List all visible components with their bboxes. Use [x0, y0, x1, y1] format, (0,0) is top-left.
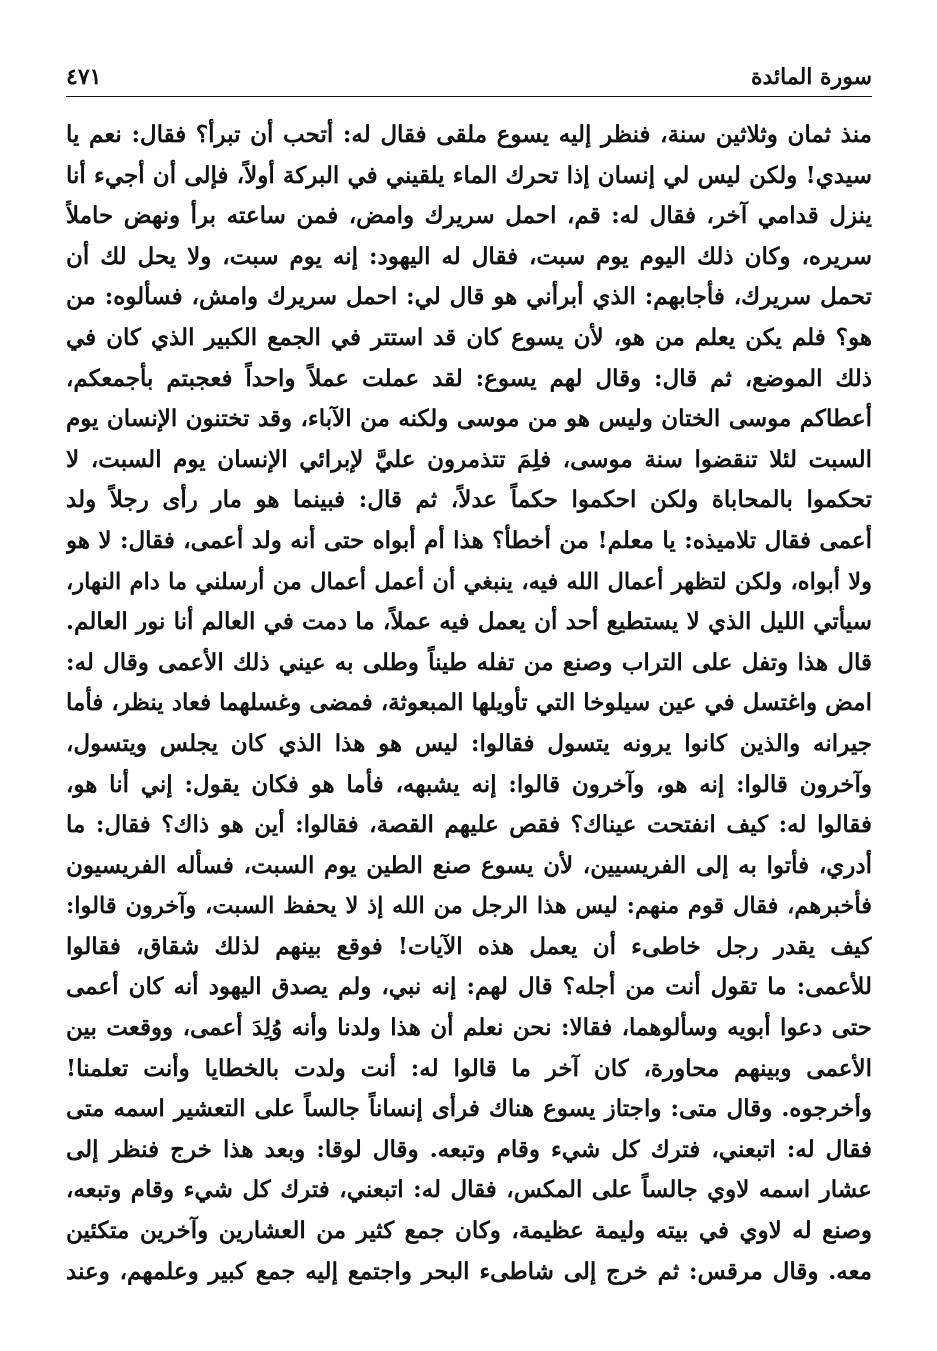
text-line: أعطاكم موسى الختان وليس هو من موسى ولكنه من الآباء، وقد تختنون الإنسان يوم	[66, 405, 872, 433]
chapter-title: سورة المائدة	[750, 64, 872, 90]
page-number: ٤٧١	[66, 64, 102, 90]
text-line: تحمل سريرك، فأجابهم: الذي أبرأني هو قال لي: احمل سريرك وامش، فسألوه: من	[66, 283, 872, 311]
text-line: عشار اسمه لاوي جالساً على المكس، فقال له: اتبعني، فترك كل شيء وقام وتبعه،	[66, 1176, 872, 1204]
text-line: تحكموا بالمحاباة ولكن احكموا حكماً عدلاً، ثم قال: فبينما هو مار رأى رجلاً ولد	[66, 486, 872, 514]
text-line: السبت لئلا تنقضوا سنة موسى، فلِمَ تتذمرون عليَّ لإبرائي الإنسان يوم السبت، لا	[66, 445, 872, 473]
text-line: سيأتي الليل الذي لا يستطيع أحد أن يعمل فيه عملاً، ما دمت في العالم أنا نور العالم.	[66, 608, 872, 636]
header-rule	[66, 96, 872, 97]
text-line: وآخرون قالوا: إنه هو، وآخرون قالوا: إنه يشبهه، فأما هو فكان يقول: إني أنا هو،	[66, 770, 872, 798]
text-line: فقال له: اتبعني، فترك كل شيء وقام وتبعه. وقال لوقا: وبعد هذا خرج فنظر إلى	[66, 1135, 872, 1163]
text-line: قال هذا وتفل على التراب وصنع من تفله طيناً وطلى به عيني ذلك الأعمى وقال له:	[66, 648, 872, 676]
text-line: ينزل قدامي آخر، فقال له: قم، احمل سريرك وامض، فمن ساعته برأ ونهض حاملاً	[66, 202, 872, 230]
text-line: امض واغتسل في عين سيلوخا التي تأويلها المبعوثة، فمضى وغسلهما فعاد ينظر، فأما	[66, 689, 872, 717]
text-line: للأعمى: ما تقول أنت من أجله؟ قال لهم: إنه نبي، ولم يصدق اليهود أنه كان أعمى	[66, 973, 872, 1001]
text-line: معه. وقال مرقس: ثم خرج إلى شاطىء البحر واجتمع إليه جمع كبير وعلمهم، وعند	[66, 1257, 872, 1285]
body-text	[66, 115, 872, 1292]
text-line: فأخبرهم، فقال قوم منهم: ليس هذا الرجل من الله إذ لا يحفظ السبت، وآخرون قالوا:	[66, 893, 872, 920]
text-line: الأعمى وبينهم محاورة، كان آخر ما قالوا له: أنت ولدت بالخطايا وأنت تعلمنا!	[66, 1054, 872, 1082]
text-line: ذلك الموضع، ثم قال: وقال لهم يسوع: لقد عملت عملاً واحداً فعجبتم بأجمعكم،	[66, 364, 872, 392]
text-line: جيرانه والذين كانوا يرونه يتسول فقالوا: ليس هو هذا الذي كان يجلس ويتسول،	[66, 729, 872, 757]
text-line: وأخرجوه. وقال متى: واجتاز يسوع هناك فرأى إنساناً جالساً على التعشير اسمه متى	[66, 1095, 872, 1123]
text-line: وصنع له لاوي في بيته وليمة عظيمة، وكان جمع كثير من العشارين وآخرين متكئين	[66, 1217, 872, 1245]
text-line: سيدي! ولكن ليس لي إنسان إذا تحرك الماء يلقيني في البركة أولاً، فإلى أن أجيء أنا	[66, 161, 872, 189]
text-line: هو؟ فلم يكن يعلم من هو، لأن يسوع كان قد استتر في الجمع الكبير الذي كان في	[66, 323, 872, 351]
running-header	[66, 62, 872, 92]
text-line: أعمى فقال تلاميذه: يا معلم! من أخطأ؟ هذا أم أبواه حتى أنه ولد أعمى، فقال: لا هو	[66, 526, 872, 554]
text-line: ولا أبواه، ولكن لتظهر أعمال الله فيه، ينبغي أن أعمل أعمال من أرسلني ما دام النهار،	[66, 568, 872, 595]
text-line: فقالوا له: كيف انفتحت عيناك؟ فقص عليهم القصة، فقالوا: أين هو ذاك؟ فقال: ما	[66, 811, 872, 839]
text-line: سريره، وكان ذلك اليوم يوم سبت، فقال له اليهود: إنه يوم سبت، ولا يحل لك أن	[66, 242, 872, 270]
text-line: حتى دعوا أبويه وسألوهما، فقالا: نحن نعلم أن هذا ولدنا وأنه وُلِدَ أعمى، ووقعت بين	[66, 1014, 872, 1042]
text-line: كيف يقدر رجل خاطىء أن يعمل هذه الآيات! فوقع بينهم لذلك شقاق، فقالوا	[66, 932, 872, 960]
text-line: منذ ثمان وثلاثين سنة، فنظر إليه يسوع ملقى فقال له: أتحب أن تبرأ؟ فقال: نعم يا	[66, 121, 872, 148]
text-line: أدري، فأتوا به إلى الفريسيين، لأن يسوع صنع الطين يوم السبت، فسأله الفريسيون	[66, 851, 872, 879]
